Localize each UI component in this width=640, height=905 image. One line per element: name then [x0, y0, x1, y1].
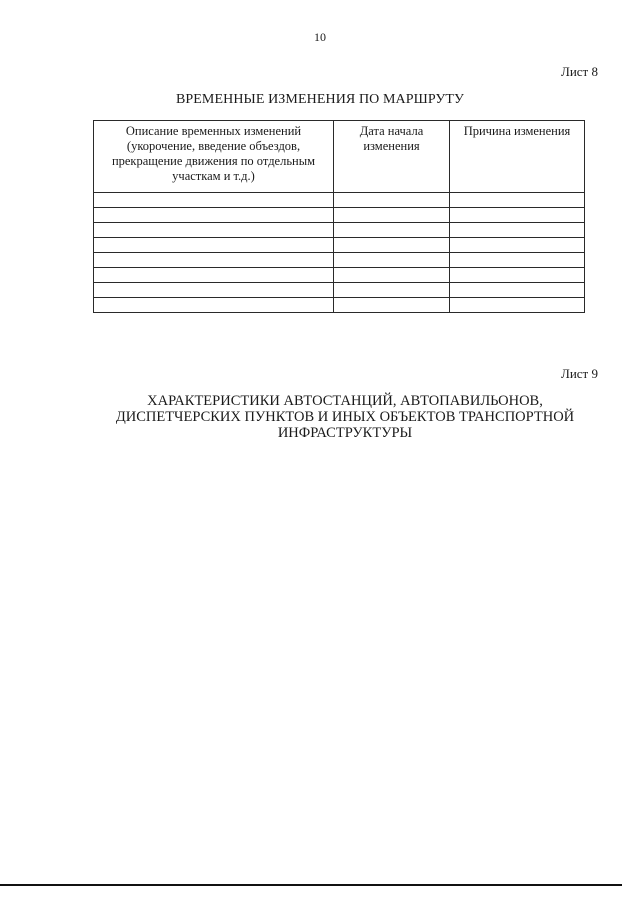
table-cell: [450, 208, 585, 223]
table-cell: [334, 283, 450, 298]
table-cell: [94, 193, 334, 208]
sheet-8-title: ВРЕМЕННЫЕ ИЗМЕНЕНИЯ ПО МАРШРУТУ: [175, 92, 465, 107]
table-cell: [450, 223, 585, 238]
header-reason: Причина изменения: [450, 121, 585, 193]
table-cell: [450, 268, 585, 283]
table-row: [94, 298, 585, 313]
table-header-row: [94, 121, 585, 193]
table-cell: [334, 253, 450, 268]
header-start-date: Дата начала изменения: [334, 121, 450, 193]
table-row: [94, 193, 585, 208]
table-cell: [334, 193, 450, 208]
table-row: [94, 223, 585, 238]
page-number: 10: [314, 30, 326, 44]
table-row: [94, 283, 585, 298]
sheet-9-label: Лист 9: [561, 366, 598, 381]
table-cell: [334, 223, 450, 238]
table-cell: [94, 253, 334, 268]
sheet-9-title-line: ИНФРАСТРУКТУРЫ: [277, 425, 413, 441]
table-row: [94, 253, 585, 268]
table-cell: [334, 208, 450, 223]
table-cell: [450, 253, 585, 268]
table-cell: [334, 298, 450, 313]
table-cell: [94, 208, 334, 223]
table-cell: [334, 268, 450, 283]
table-cell: [94, 268, 334, 283]
sheet-9-title: [0, 393, 640, 441]
table-cell: [450, 283, 585, 298]
table-cell: [450, 238, 585, 253]
bottom-divider: [0, 884, 622, 886]
table-cell: [94, 298, 334, 313]
sheet-9-title-line: ХАРАКТЕРИСТИКИ АВТОСТАНЦИЙ, АВТОПАВИЛЬОНОВ,: [147, 393, 543, 409]
table-cell: [450, 298, 585, 313]
table-row: [94, 238, 585, 253]
table-cell: [94, 238, 334, 253]
temporary-changes-table: [93, 120, 585, 313]
table-row: [94, 208, 585, 223]
table-row: [94, 268, 585, 283]
table-cell: [450, 193, 585, 208]
table-cell: [94, 283, 334, 298]
table-cell: [334, 238, 450, 253]
table-cell: [94, 223, 334, 238]
header-description: Описание временных изменений (укорочение, введение объездов, прекращение движения по отдельным участкам и т.д.): [94, 121, 334, 193]
sheet-8-label: Лист 8: [561, 64, 598, 79]
sheet-9-title-line: ДИСПЕТЧЕРСКИХ ПУНКТОВ И ИНЫХ ОБЪЕКТОВ ТРАНСПОРТНОЙ: [115, 409, 575, 425]
